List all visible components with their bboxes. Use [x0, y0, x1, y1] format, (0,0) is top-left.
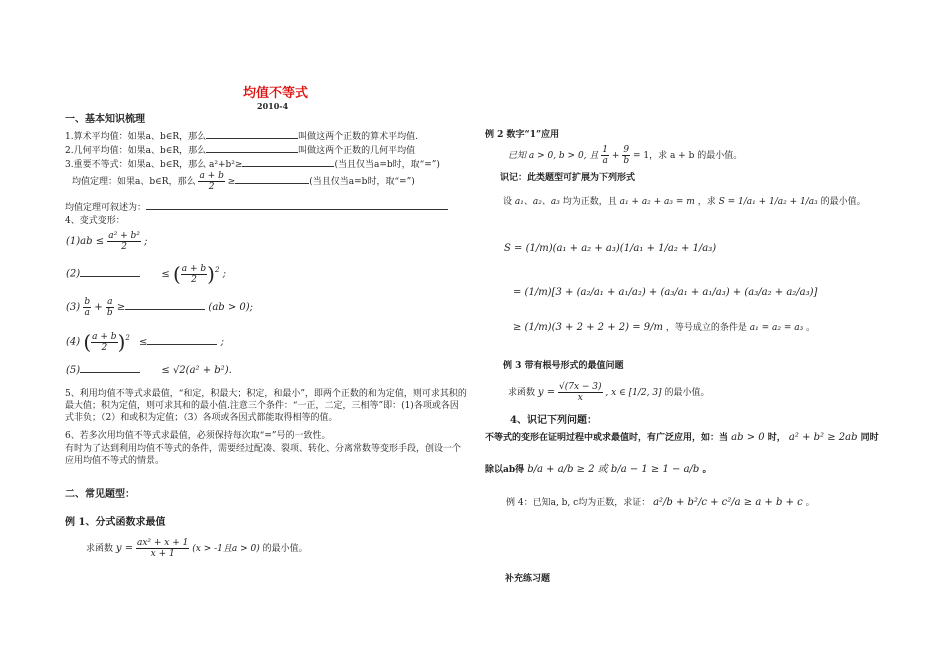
note-extension: 识记：此类题型可扩展为下列形式	[500, 173, 636, 183]
solution-step-2: = (1/m)[3 + (a₂/a₁ + a₁/a₂) + (a₃/a₁ + a₁/a₃) + (a₃/a₂ + a₂/a₃)]	[513, 287, 818, 298]
page-title: 均值不等式	[243, 86, 309, 101]
section-basic-knowledge: 一、基本知识梳理	[65, 114, 145, 125]
memorize-line-1: 不等式的变形在证明过程中或求最值时，有广泛应用，如：当 ab > 0 时， a² + b² ≥ 2ab 同时	[485, 432, 879, 443]
line-theorem-statement: 均值定理可叙述为：	[65, 200, 448, 214]
line-mean-theorem: 均值定理：如果a、b∈R，那么 $\frac{a + b}{2}$ ≥ (当且仅当a=b时，取“=”)	[72, 171, 415, 192]
example-3-body: 求函数 y = $\frac{√(7x - 3)}{x}$ , x ∈ [1/2, 3] 的最小值。	[508, 382, 710, 403]
variant-1: (1)ab ≤ $\frac{\text{a² + b²}}{2}$ ;	[66, 231, 148, 252]
line-arithmetic-mean: 1.算术平均值：如果a、b∈R，那么 叫做这两个正数的算术平均值.	[65, 129, 418, 143]
example-4: 例 4：已知a, b, c均为正数，求证： a²/b + b²/c + c²/a ≥ a + b + c 。	[506, 497, 815, 508]
variant-4: (4) ( $\frac{a + b}{2}$ )$^2$ ≤ ;	[66, 330, 224, 354]
memorize-line-2: 除以ab得 b/a + a/b ≥ 2 或 b/a − 1 ≥ 1 − a/b 。	[485, 464, 712, 475]
page-date: 2010-4	[257, 101, 289, 111]
example-2-body: 已知 a > 0, b > 0, 且 $\frac{1}{a}$ + $\frac{9}{b}$ = 1，求 a + b 的最小值。	[508, 145, 743, 166]
variant-3: (3) $\frac{b}{a}$ + $\frac{a}{b}$ ≥ (ab > 0);	[66, 297, 254, 318]
line-geometric-mean: 2.几何平均值：如果a、b∈R，那么 叫做这两个正数的几何平均值	[65, 143, 415, 157]
section-memorize: 4、识记下列问题：	[510, 415, 597, 426]
extension-setup: 设 a₁、a₂、a₃ 均为正数，且 a₁ + a₂ + a₃ = m ，求 S = 1/a₁ + 1/a₂ + 1/a₃ 的最小值。	[503, 197, 866, 207]
line-important-inequality: 3.重要不等式：如果a、b∈R，那么 a²+b²≥ (当且仅当a=b时，取“=”)	[65, 157, 440, 171]
variant-5: (5) ≤ √2(a² + b²).	[66, 365, 232, 376]
line-variants-heading: 4、变式变形：	[65, 216, 125, 226]
solution-step-3: ≥ (1/m)(3 + 2 + 2 + 2) = 9/m ，等号成立的条件是 a₁ = a₂ = a₃ 。	[513, 322, 816, 333]
example-1-body: 求函数 y = $\frac{\text{ax² + x + 1}}{x + 1}$ (x > -1且a > 0) 的最小值。	[86, 538, 308, 559]
example-3-title: 例 3 带有根号形式的最值问题	[503, 361, 624, 371]
variant-2: (2) ≤ ( $\frac{a + b}{2}$ )$^2$ ;	[66, 262, 226, 286]
section-extra-exercises: 补充练习题	[505, 574, 551, 584]
example-2-title: 例 2 数字“1”应用	[485, 130, 560, 140]
paragraph-extreme-rules: 5、利用均值不等式求最值，“和定，积最大；积定，和最小”，即两个正数的和为定值，则可求其积的最大值；积为定值，则可求其和的最小值.注意三个条件：“一正，二定，三相等”即：(1)各项或各因式非负；（2）和或积为定值；（3）各项或各因式都能取得相等的值。	[65, 389, 467, 423]
section-common-types: 二、常见题型：	[65, 489, 135, 500]
paragraph-consistency: 6、若多次用均值不等式求最值，必须保持每次取“=”号的一致性。	[65, 431, 331, 441]
solution-step-1: S = (1/m)(a₁ + a₂ + a₃)(1/a₁ + 1/a₂ + 1/a₃)	[504, 243, 717, 254]
paragraph-transform: 有时为了达到利用均值不等式的条件，需要经过配凑、裂项、转化、分离常数等变形手段，创设一个应用均值不等式的情景。	[65, 444, 462, 466]
example-1-title: 例 1、分式函数求最值	[65, 517, 166, 528]
